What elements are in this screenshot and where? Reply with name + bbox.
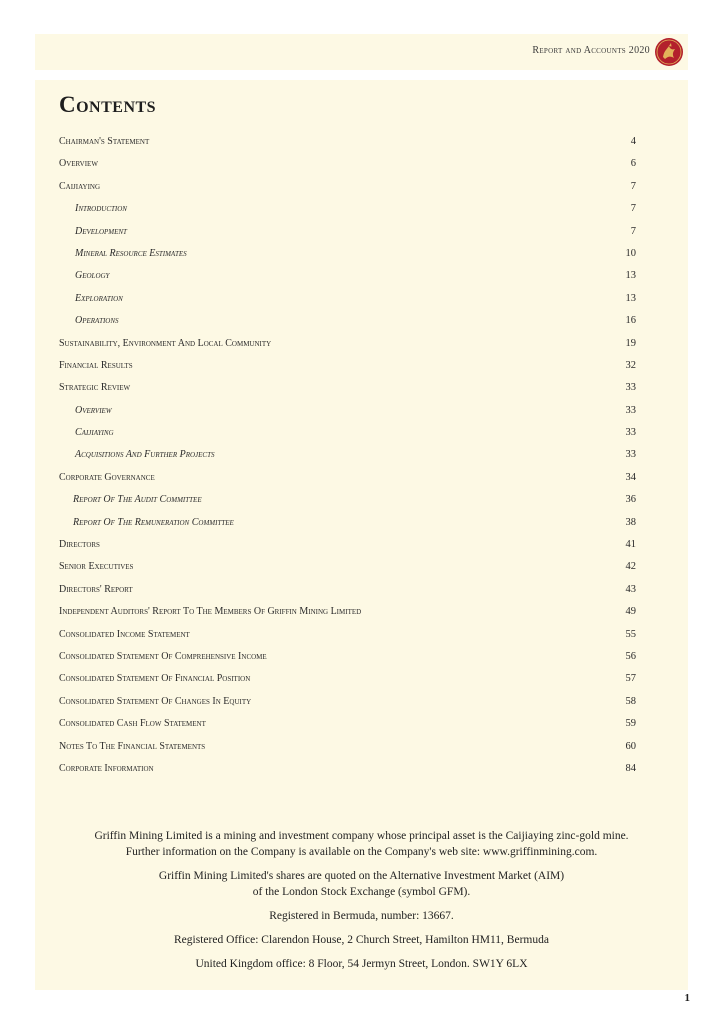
- toc-entry-label: Chairman's Statement: [59, 136, 150, 147]
- toc-entry: [35, 556, 688, 578]
- toc-entry: [35, 624, 688, 646]
- toc-entry-page: 32: [625, 359, 636, 371]
- toc-entry: [35, 400, 688, 422]
- toc-entry-label: Sustainability, Environment And Local Community: [59, 337, 272, 349]
- toc-entry-page: 36: [625, 494, 636, 506]
- toc-entry: [35, 288, 688, 310]
- toc-entry-page: 13: [625, 270, 636, 282]
- toc-entry: [35, 601, 688, 623]
- contents-title: Contents: [59, 92, 157, 117]
- company-info: [35, 828, 688, 980]
- uk-office: [35, 956, 688, 972]
- toc-entry-page: 84: [625, 762, 636, 774]
- toc-entry-page: 7: [630, 180, 636, 192]
- toc-entry: [35, 489, 688, 511]
- toc-entry-page: 49: [625, 606, 636, 618]
- toc-entry-page: 7: [630, 203, 636, 215]
- toc-entry-label: Directors: [59, 539, 100, 551]
- griffin-crest-icon: [654, 37, 684, 67]
- toc-entry: [35, 131, 688, 153]
- registered-office: [35, 932, 688, 948]
- toc-entry-label: Consolidated Statement Of Financial Position: [59, 673, 251, 685]
- toc-entry-page: 4: [630, 136, 636, 147]
- toc-entry-page: 57: [625, 673, 636, 685]
- page-number: 1: [684, 992, 690, 1004]
- table-of-contents: [35, 131, 688, 780]
- toc-entry-page: 16: [625, 315, 636, 327]
- toc-entry-label: Strategic Review: [59, 382, 131, 394]
- registration-line: Registered in Bermuda, number: 13667.: [269, 910, 454, 922]
- toc-entry-label: Exploration: [75, 292, 123, 304]
- toc-entry-page: 34: [625, 471, 636, 483]
- toc-entry-page: 42: [625, 561, 636, 573]
- toc-entry: [35, 198, 688, 220]
- toc-entry: [35, 265, 688, 287]
- toc-entry-label: Caijiaying: [59, 180, 101, 192]
- toc-entry-label: Consolidated Statement Of Changes In Equity: [59, 695, 252, 707]
- toc-entry-page: 43: [625, 583, 636, 595]
- toc-entry-page: 7: [630, 225, 636, 237]
- share-listing-line-2: of the London Stock Exchange (symbol GFM).: [252, 886, 471, 898]
- toc-entry: [35, 668, 688, 690]
- toc-entry-label: Report Of The Audit Committee: [73, 494, 202, 506]
- toc-entry: [35, 646, 688, 668]
- toc-entry: [35, 153, 688, 175]
- toc-entry: [35, 176, 688, 198]
- share-listing-info: [35, 868, 688, 900]
- toc-entry-label: Development: [75, 225, 127, 237]
- toc-entry: [35, 355, 688, 377]
- company-description-line-1: Griffin Mining Limited is a mining and investment company whose principal asset is the Caijiaying zinc-gold mine.: [94, 830, 629, 842]
- toc-entry: [35, 221, 688, 243]
- toc-entry: [35, 310, 688, 332]
- toc-entry: [35, 444, 688, 466]
- report-title: Report and Accounts 2020: [532, 45, 650, 56]
- toc-entry-page: 19: [625, 337, 636, 349]
- toc-entry-label: Consolidated Cash Flow Statement: [59, 718, 206, 730]
- toc-entry-label: Caijiaying: [75, 427, 114, 439]
- uk-office-line: United Kingdom office: 8 Floor, 54 Jermyn Street, London. SW1Y 6LX: [195, 958, 528, 970]
- toc-entry-page: 10: [625, 247, 636, 259]
- toc-entry-label: Corporate Information: [59, 762, 154, 774]
- toc-entry-page: 38: [625, 516, 636, 528]
- toc-entry-page: 13: [625, 292, 636, 304]
- toc-entry-page: 33: [625, 449, 636, 461]
- registered-office-line: Registered Office: Clarendon House, 2 Church Street, Hamilton HM11, Bermuda: [174, 934, 549, 946]
- toc-entry-label: Senior Executives: [59, 561, 134, 573]
- toc-entry: [35, 534, 688, 556]
- share-listing-line-1: Griffin Mining Limited's shares are quoted on the Alternative Investment Market (AIM): [158, 870, 565, 882]
- header-band: [35, 34, 688, 70]
- company-description: [35, 828, 688, 860]
- toc-entry-page: 33: [625, 404, 636, 416]
- toc-entry-label: Operations: [75, 315, 119, 327]
- toc-entry-page: 33: [625, 382, 636, 394]
- toc-entry-page: 60: [625, 740, 636, 752]
- toc-entry: [35, 377, 688, 399]
- toc-entry: [35, 758, 688, 780]
- toc-entry-label: Overview: [75, 404, 112, 416]
- toc-entry-label: Consolidated Statement Of Comprehensive Income: [59, 650, 267, 662]
- toc-entry-label: Overview: [59, 158, 98, 170]
- toc-entry-label: Directors' Report: [59, 583, 133, 595]
- toc-entry: [35, 736, 688, 758]
- contents-panel: [35, 80, 688, 990]
- toc-entry: [35, 333, 688, 355]
- toc-entry-page: 55: [625, 628, 636, 640]
- toc-entry: [35, 422, 688, 444]
- toc-entry-label: Acquisitions And Further Projects: [75, 449, 215, 461]
- toc-entry-label: Introduction: [75, 203, 127, 215]
- toc-entry: [35, 512, 688, 534]
- toc-entry: [35, 467, 688, 489]
- company-description-line-2: Further information on the Company is available on the Company's web site: www.griffinmining.com.: [125, 846, 598, 858]
- toc-entry-page: 33: [625, 427, 636, 439]
- toc-entry-label: Geology: [75, 270, 110, 282]
- toc-entry-label: Financial Results: [59, 359, 133, 371]
- toc-entry-page: 58: [625, 695, 636, 707]
- toc-entry: [35, 243, 688, 265]
- toc-entry-page: 59: [625, 718, 636, 730]
- toc-entry: [35, 691, 688, 713]
- toc-entry-page: 6: [630, 158, 636, 170]
- toc-entry-label: Independent Auditors' Report To The Members Of Griffin Mining Limited: [59, 606, 362, 618]
- toc-entry-page: 41: [625, 539, 636, 551]
- toc-entry-page: 56: [625, 650, 636, 662]
- toc-entry: [35, 713, 688, 735]
- toc-entry-label: Corporate Governance: [59, 471, 155, 483]
- toc-entry-label: Notes To The Financial Statements: [59, 740, 206, 752]
- toc-entry-label: Consolidated Income Statement: [59, 628, 190, 640]
- toc-entry: [35, 579, 688, 601]
- registration-info: [35, 908, 688, 924]
- toc-entry-label: Report Of The Remuneration Committee: [73, 516, 234, 528]
- toc-entry-label: Mineral Resource Estimates: [75, 247, 187, 259]
